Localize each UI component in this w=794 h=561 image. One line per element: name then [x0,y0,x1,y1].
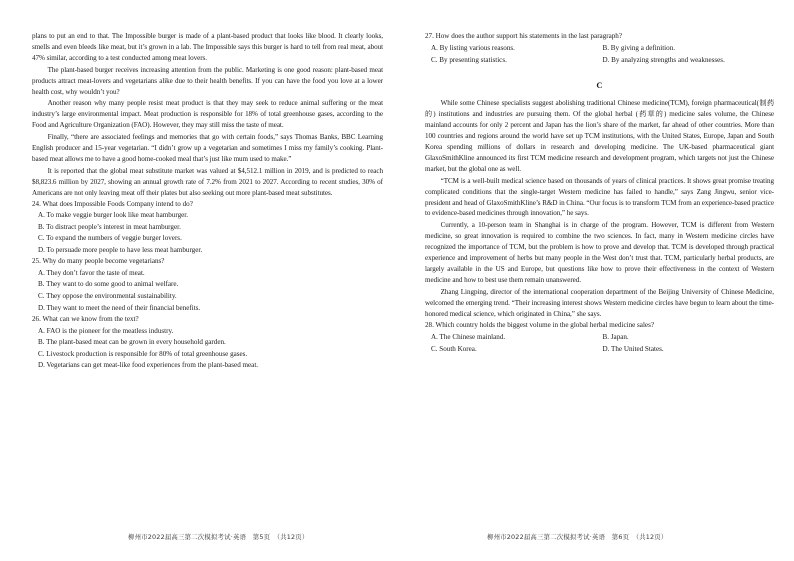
question-24 [32,199,383,257]
passage-paragraph: It is reported that the global meat substitute market was valued at $4,512.1 million in 2019, and is predicted to reach $8,823.6 million by 2027, showing an annual growth rate of 7.2% from 2021 to 2027. According to recent studies, 30% of Americans are not only leaving meat off their plates but also seeking out more plant-based meat substitutes. [32,166,383,197]
answer-option[interactable]: A. By listing various reasons. [431,44,515,53]
answer-option[interactable]: D. Vegetarians can get meat-like food experiences from the plant-based meat. [38,361,259,370]
answer-option[interactable]: B. The plant-based meat can be grown in every household garden. [38,338,226,347]
question-stem: 25. Why do many people become vegetarians? [32,257,165,266]
answer-option[interactable]: B. They want to do some good to animal welfare. [38,280,179,289]
section-title: C [596,80,603,91]
passage-paragraph: Another reason why many people resist meat product is that they may seek to reduce animal suffering or the meat industry’s large environmental impact. Meat production is responsible for 18% of total greenhouse gases, according to the Food and Agriculture Organization (FAO). However, they may still miss the taste of meat. [32,99,383,130]
answer-option[interactable]: C. To expand the numbers of veggie burger lovers. [38,234,182,243]
question-27 [425,31,774,66]
page-footer-left: 柳州市2022届高三第二次模拟考试·英语 第5页 （共12页） [128,533,309,541]
passage-paragraph: “TCM is a well-built medical science based on thousands of years of clinical practices. It shows great promise treating complicated conditions that the single-target Western medicine has failed to handle,” says Zang Jingwu, senior vice-president and head of GlaxoSmithKline’s R&D in China. “Our focus is to transform TCM from an experience-based practice to evidence-based medicines through innovation,” he says. [425,176,774,218]
answer-option[interactable]: A. To make veggie burger look like meat hamburger. [38,211,189,219]
passage-paragraph: While some Chinese specialists suggest abolishing traditional Chinese medicine(TCM), foreign pharmaceutical(制药的) institutions and industries are pursuing them. Of the global herbal (药草的) medicine sales volume, the Chinese mainland accounts for only 2 percent and Japan has the lion’s share of the market, far ahead of other countries. More than 100 countries and regions around the world have set up TCM institutions, with the United States, Europe, Japan and South Korea spending millions of dollars in research and developing medicine. The UK-based pharmaceutical giant GlaxoSmithKline announced its first TCM medicine research and development program, which targets not just the Chinese market, but the global one as well. [425,99,774,173]
question-stem: 28. Which country holds the biggest volume in the global herbal medicine sales? [425,320,654,329]
question-25 [32,256,383,314]
answer-option[interactable]: A. They don’t favor the taste of meat. [38,268,145,277]
answer-option[interactable]: D. They want to meet the need of their financial benefits. [38,303,201,312]
answer-option[interactable]: D. The United States. [602,344,664,353]
passage-paragraph: The plant-based burger receives increasing attention from the public. Marketing is one good reason: plant-based meat products attract meat-lovers and vegetarians alike due to their health benefits. If you can have the food you love at a lower health cost, why wouldn’t you? [32,65,383,96]
answer-option[interactable]: C. Livestock production is responsible for 80% of total greenhouse gases. [38,349,248,358]
answer-option[interactable]: B. By giving a definition. [602,44,676,53]
question-stem: 26. What can we know from the text? [32,315,139,324]
passage-paragraph: Finally, “there are associated feelings and memories that go with certain foods,” says Thomas Banks, BBC Learning English producer and 15-year vegetarian. “I didn’t grow up a vegetarian and sometimes I miss my family’s cooking. Plant-based meat allows me to have a good home-cooked meal that’s just like mum used to make.” [32,133,383,163]
answer-option[interactable]: A. FAO is the pioneer for the meatless industry. [38,326,174,335]
answer-option[interactable]: A. The Chinese mainland. [431,332,506,341]
right-page [397,0,794,561]
question-stem: 24. What does Impossible Foods Company intend to do? [32,199,193,208]
answer-option[interactable]: B. To distract people’s interest in meat hamburger. [38,222,181,231]
passage-paragraph: Currently, a 10-person team in Shanghai is in charge of the program. However, TCM is different from Western medicine, so great innovation is required to combine the two sciences. In fact, many in Western medicine circles have recognized the importance of TCM, but the problem is how to prove and develop that. TCM is developed through practical experience and improvement of herbs but many people in the West don’t trust that. TCM, particularly herbal products, are largely available in the US and Europe, but questions like how to prove their effectiveness in the context of Western medicine and how to best use them remain unanswered. [425,221,774,284]
answer-option[interactable]: C. South Korea. [431,344,477,353]
question-26 [32,314,383,372]
answer-option[interactable]: B. Japan. [602,332,629,341]
question-stem: 27. How does the author support his statements in the last paragraph? [425,32,623,40]
passage-paragraph: plans to put an end to that. The Impossible burger is made of a plant-based product that looks like blood. It clearly looks, smells and even bleeds like meat, but it’s grown in a lab. The Impossible says this burger is hard to tell from real meat, about 47% similar, according to a test conducted among meat lovers. [32,32,383,62]
answer-option[interactable]: D. To persuade more people to have less meat hamburger. [38,245,203,254]
answer-option[interactable]: D. By analyzing strengths and weaknesses. [602,56,725,65]
options-grid [431,331,774,355]
page-footer-right: 柳州市2022届高三第二次模拟考试·英语 第6页 （共12页） [487,533,668,541]
passage-paragraph: Zhang Lingping, director of the international cooperation department of the Beijing University of Chinese Medicine, welcomed the emerging trend. “Their increasing interest shows Western medicine circles have begun to learn about the time-honored medical science, which originated in China,” she says. [425,287,774,318]
options-grid [431,42,774,66]
question-28 [425,320,774,355]
answer-option[interactable]: C. They oppose the environmental sustainability. [38,291,177,300]
answer-option[interactable]: C. By presenting statistics. [431,56,507,65]
